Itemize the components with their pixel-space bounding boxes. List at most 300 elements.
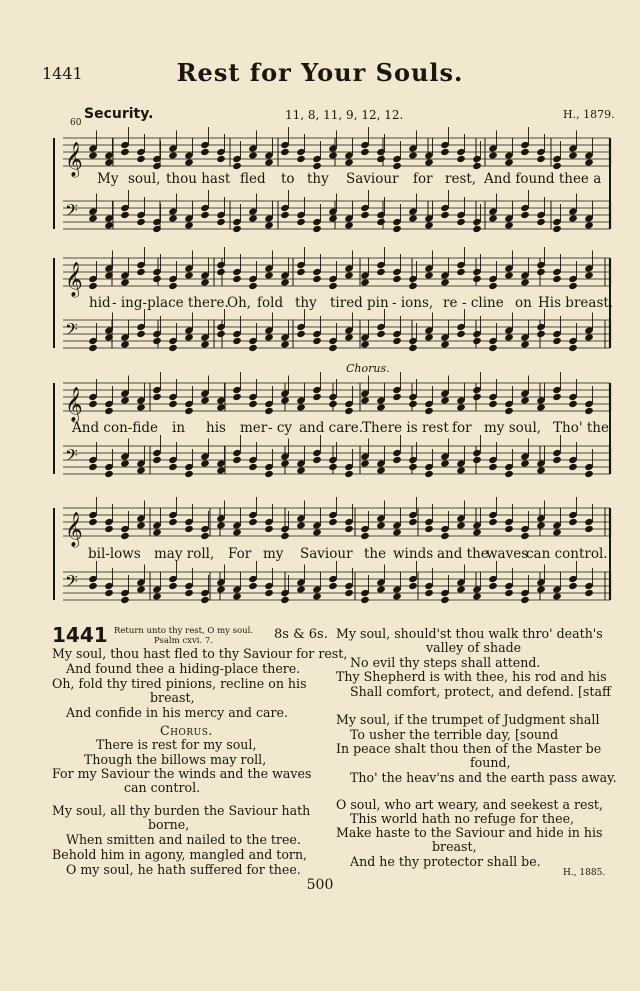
note-head (168, 214, 178, 222)
lyric-word: and care. (299, 420, 364, 436)
note-head (344, 470, 354, 478)
note-head (376, 585, 386, 593)
note-head (568, 214, 578, 222)
lyric-word: And con-fide (72, 420, 158, 436)
note-head (296, 268, 306, 276)
note-head (216, 585, 226, 593)
note-head (392, 275, 402, 283)
page-title: Rest for Your Souls. (176, 58, 464, 87)
note-head (344, 525, 354, 533)
note-head (264, 271, 274, 279)
note-head (264, 525, 274, 533)
lyric-word: the (364, 546, 387, 562)
lyric-word: his (206, 420, 226, 436)
note-head (312, 225, 322, 233)
note-head (328, 282, 338, 290)
tune-name: Security. (84, 106, 154, 122)
note-head (136, 585, 146, 593)
note-head (408, 151, 418, 159)
note-head (168, 463, 178, 471)
note-head (440, 211, 450, 219)
note-head (504, 221, 514, 229)
note-head (184, 333, 194, 341)
note-head (232, 456, 242, 464)
note-head (344, 158, 354, 166)
tune-meter: 11, 8, 11, 9, 12, 12. (285, 108, 404, 122)
note-head (392, 393, 402, 401)
note-head (536, 403, 546, 411)
note-head (120, 211, 130, 219)
note-head (568, 282, 578, 290)
note-head (200, 596, 210, 604)
lyric-word: pin (367, 295, 389, 311)
note-head (168, 151, 178, 159)
note-head (120, 459, 130, 467)
note-head (216, 330, 226, 338)
note-head (520, 148, 530, 156)
note-head (120, 340, 130, 348)
note-head (472, 592, 482, 600)
lyric-word: winds (393, 546, 434, 562)
verse-line: Thy Shepherd is with thee, his rod and his (336, 669, 607, 684)
note-head (232, 528, 242, 536)
note-head (360, 278, 370, 286)
lyric-word: to (281, 171, 295, 187)
lyric-word: can control. (526, 546, 608, 562)
note-head (536, 218, 546, 226)
lyric-line-4 (0, 546, 640, 564)
lyric-word: in (172, 420, 186, 436)
lyric-word: thy (307, 171, 329, 187)
note-head (360, 396, 370, 404)
lyric-word: hid (89, 295, 111, 311)
lyric-word: waves (486, 546, 529, 562)
note-head (152, 592, 162, 600)
note-head (504, 158, 514, 166)
note-head (536, 268, 546, 276)
page-number-left: 1441 (42, 64, 83, 83)
note-head (184, 470, 194, 478)
verse-line: Shall comfort, protect, and defend. [staff (350, 684, 611, 699)
note-head (568, 463, 578, 471)
note-head (456, 403, 466, 411)
verse-line: And confide in his mercy and care. (66, 705, 288, 720)
note-head (328, 214, 338, 222)
note-head (360, 340, 370, 348)
note-head (552, 275, 562, 283)
note-head (184, 271, 194, 279)
treble-clef-icon: 𝄞 (65, 387, 83, 422)
note-head (248, 400, 258, 408)
note-head (120, 278, 130, 286)
note-head (392, 456, 402, 464)
note-head (248, 151, 258, 159)
verse-line: valley of shade (426, 640, 522, 655)
note-head (408, 400, 418, 408)
note-head (472, 225, 482, 233)
note-head (184, 407, 194, 415)
note-head (344, 221, 354, 229)
note-head (456, 521, 466, 529)
lyric-word: - cline (462, 295, 504, 311)
note-head (440, 396, 450, 404)
lyric-word: There is rest (362, 420, 449, 436)
lyric-line-1 (0, 171, 640, 189)
lyric-word: And found thee a (484, 171, 602, 187)
note-head (280, 211, 290, 219)
note-head (504, 333, 514, 341)
lyric-word: - ing-place there. (112, 295, 229, 311)
lyric-word: fled (240, 171, 266, 187)
verse-line: And he thy protector shall be. (350, 854, 541, 869)
note-head (264, 221, 274, 229)
treble-clef-icon: 𝄞 (65, 262, 83, 297)
note-head (200, 340, 210, 348)
lyric-word: for (413, 171, 433, 187)
note-head (424, 221, 434, 229)
note-head (408, 214, 418, 222)
note-head (584, 158, 594, 166)
note-head (584, 525, 594, 533)
lyric-word: on (515, 295, 532, 311)
note-head (568, 582, 578, 590)
note-head (232, 162, 242, 170)
note-head (504, 470, 514, 478)
note-head (104, 589, 114, 597)
note-head (488, 214, 498, 222)
note-head (248, 518, 258, 526)
lyric-word: soul, (128, 171, 161, 187)
note-head (520, 532, 530, 540)
note-head (200, 532, 210, 540)
lyric-word: Tho' the (553, 420, 609, 436)
note-head (200, 278, 210, 286)
note-head (296, 521, 306, 529)
note-head (264, 407, 274, 415)
note-head (104, 221, 114, 229)
verse-line: O soul, who art weary, and seekest a rest, (336, 797, 603, 812)
lyric-word: Saviour (346, 171, 399, 187)
note-head (488, 582, 498, 590)
note-head (584, 333, 594, 341)
note-head (152, 528, 162, 536)
note-head (536, 466, 546, 474)
note-head (568, 400, 578, 408)
note-head (104, 407, 114, 415)
note-head (488, 151, 498, 159)
note-head (312, 592, 322, 600)
note-head (504, 271, 514, 279)
lyric-word: His breast, (538, 295, 614, 311)
verse-line: Behold him in agony, mangled and torn, (52, 847, 308, 862)
note-head (136, 218, 146, 226)
note-head (136, 330, 146, 338)
verse-line: My soul, if the trumpet of Judgment shall (336, 712, 600, 727)
lyric-word: - ions, (392, 295, 434, 311)
note-head (568, 518, 578, 526)
note-head (184, 221, 194, 229)
note-head (488, 400, 498, 408)
note-head (584, 221, 594, 229)
note-head (328, 582, 338, 590)
note-head (280, 532, 290, 540)
note-head (184, 525, 194, 533)
note-head (168, 400, 178, 408)
note-head (488, 463, 498, 471)
note-head (104, 470, 114, 478)
note-head (136, 268, 146, 276)
verse-line: breast, (150, 690, 195, 705)
note-head (344, 407, 354, 415)
note-head (456, 268, 466, 276)
note-head (88, 582, 98, 590)
note-head (408, 282, 418, 290)
note-head (280, 148, 290, 156)
note-head (552, 225, 562, 233)
verse-line: For my Saviour the winds and the waves (52, 766, 312, 781)
note-head (472, 162, 482, 170)
lyric-word: tired (330, 295, 363, 311)
verse-line: Though the billows may roll, (84, 752, 267, 767)
note-head (248, 214, 258, 222)
note-head (488, 282, 498, 290)
note-head (120, 532, 130, 540)
note-head (248, 282, 258, 290)
verse-line: breast, (432, 839, 477, 854)
lyric-line-2 (0, 295, 640, 313)
lyric-line-3 (0, 420, 640, 438)
note-head (200, 148, 210, 156)
note-head (424, 333, 434, 341)
note-head (552, 592, 562, 600)
verse-line: Oh, fold thy tired pinions, recline on his (52, 676, 307, 691)
note-head (120, 148, 130, 156)
note-head (216, 218, 226, 226)
verse-line: To usher the terrible day, [sound (350, 727, 559, 742)
scripture-citation: Psalm cxvi. 7. (154, 636, 213, 646)
note-head (408, 344, 418, 352)
note-head (568, 344, 578, 352)
treble-clef-icon: 𝄞 (65, 512, 83, 547)
lyric-word: For (228, 546, 252, 562)
note-head (536, 521, 546, 529)
note-head (376, 330, 386, 338)
note-head (168, 582, 178, 590)
verse-line: Make haste to the Saviour and hide in his (336, 825, 603, 840)
note-head (104, 158, 114, 166)
verse-line: Tho' the heav'ns and the earth pass away. (350, 770, 617, 785)
note-head (584, 589, 594, 597)
lyric-word: re (443, 295, 458, 311)
note-head (360, 596, 370, 604)
verse-line: borne, (148, 817, 190, 832)
note-head (392, 592, 402, 600)
hymn-number: 1441 (52, 623, 108, 647)
note-head (104, 525, 114, 533)
note-head (424, 271, 434, 279)
note-head (520, 278, 530, 286)
bass-clef-icon: 𝄢 (65, 200, 78, 224)
note-head (232, 275, 242, 283)
note-head (296, 466, 306, 474)
note-head (232, 225, 242, 233)
note-head (408, 582, 418, 590)
lyric-word: Oh, (227, 295, 252, 311)
note-head (216, 466, 226, 474)
note-head (264, 158, 274, 166)
note-head (312, 162, 322, 170)
note-head (504, 589, 514, 597)
note-head (456, 466, 466, 474)
verse-line: My soul, should'st thou walk thro' death's (336, 626, 603, 641)
note-head (264, 333, 274, 341)
note-head (584, 470, 594, 478)
note-head (376, 521, 386, 529)
lyric-word: Saviour (300, 546, 353, 562)
lyric-word: rest, (445, 171, 477, 187)
note-head (552, 337, 562, 345)
note-head (232, 393, 242, 401)
note-head (520, 459, 530, 467)
verse-line: My soul, thou hast fled to thy Saviour for rest, (52, 646, 348, 661)
scripture-reference: Return unto thy rest, O my soul. (114, 626, 254, 636)
note-head (296, 155, 306, 163)
note-head (424, 589, 434, 597)
note-head (344, 271, 354, 279)
note-head (344, 589, 354, 597)
note-head (88, 463, 98, 471)
note-head (296, 585, 306, 593)
note-head (520, 211, 530, 219)
note-head (376, 218, 386, 226)
note-head (456, 585, 466, 593)
note-head (472, 393, 482, 401)
note-head (456, 155, 466, 163)
note-head (248, 344, 258, 352)
note-head (168, 344, 178, 352)
note-head (312, 337, 322, 345)
note-head (184, 589, 194, 597)
note-head (280, 396, 290, 404)
note-head (504, 525, 514, 533)
note-head (200, 396, 210, 404)
note-head (424, 407, 434, 415)
note-head (312, 275, 322, 283)
note-head (568, 151, 578, 159)
verse-line: O my soul, he hath suffered for thee. (66, 862, 301, 877)
note-head (360, 532, 370, 540)
note-head (88, 518, 98, 526)
bass-clef-icon: 𝄢 (65, 571, 78, 595)
note-head (312, 528, 322, 536)
note-head (584, 271, 594, 279)
note-head (168, 282, 178, 290)
tune-author: H., 1879. (563, 108, 615, 121)
note-head (200, 459, 210, 467)
note-head (456, 330, 466, 338)
note-head (280, 340, 290, 348)
note-head (552, 162, 562, 170)
tune-number: 60 (70, 118, 82, 128)
note-head (472, 275, 482, 283)
note-head (344, 333, 354, 341)
note-head (392, 162, 402, 170)
note-head (136, 403, 146, 411)
note-head (312, 393, 322, 401)
note-head (520, 396, 530, 404)
note-head (408, 518, 418, 526)
note-head (584, 407, 594, 415)
note-head (248, 463, 258, 471)
note-head (536, 330, 546, 338)
note-head (360, 459, 370, 467)
note-head (472, 456, 482, 464)
note-head (120, 596, 130, 604)
note-head (328, 344, 338, 352)
bass-clef-icon: 𝄢 (65, 445, 78, 469)
note-head (152, 337, 162, 345)
verse-line: My soul, all thy burden the Saviour hath (52, 803, 311, 818)
note-head (472, 528, 482, 536)
note-head (440, 148, 450, 156)
note-head (440, 278, 450, 286)
verse-line: And found thee a hiding-place there. (66, 661, 301, 676)
lyric-word: My (97, 171, 119, 187)
verse-line: In peace shalt thou then of the Master be (336, 741, 602, 756)
chorus-heading: Chorus. (160, 723, 213, 738)
hymn-author: H., 1885. (563, 868, 606, 878)
note-head (328, 463, 338, 471)
note-head (520, 340, 530, 348)
lyric-word: may roll, (154, 546, 215, 562)
note-head (328, 151, 338, 159)
note-head (424, 525, 434, 533)
bass-clef-icon: 𝄢 (65, 319, 78, 343)
note-head (488, 344, 498, 352)
note-head (136, 155, 146, 163)
note-head (328, 518, 338, 526)
note-head (488, 518, 498, 526)
note-head (216, 268, 226, 276)
note-head (296, 330, 306, 338)
note-head (456, 218, 466, 226)
note-head (280, 278, 290, 286)
note-head (392, 337, 402, 345)
note-head (424, 470, 434, 478)
note-head (472, 337, 482, 345)
note-head (360, 148, 370, 156)
note-head (392, 225, 402, 233)
lyric-word: bil-lows (88, 546, 141, 562)
note-head (360, 211, 370, 219)
treble-clef-icon: 𝄞 (65, 142, 83, 177)
note-head (552, 393, 562, 401)
verse-line: can control. (124, 780, 201, 795)
note-head (504, 407, 514, 415)
note-head (280, 459, 290, 467)
note-head (136, 466, 146, 474)
note-head (376, 268, 386, 276)
note-head (88, 214, 98, 222)
note-head (216, 521, 226, 529)
lyric-word: fold (257, 295, 284, 311)
note-head (376, 466, 386, 474)
note-head (200, 211, 210, 219)
verse-line: There is rest for my soul, (96, 737, 257, 752)
note-head (264, 589, 274, 597)
note-head (248, 582, 258, 590)
note-head (120, 396, 130, 404)
